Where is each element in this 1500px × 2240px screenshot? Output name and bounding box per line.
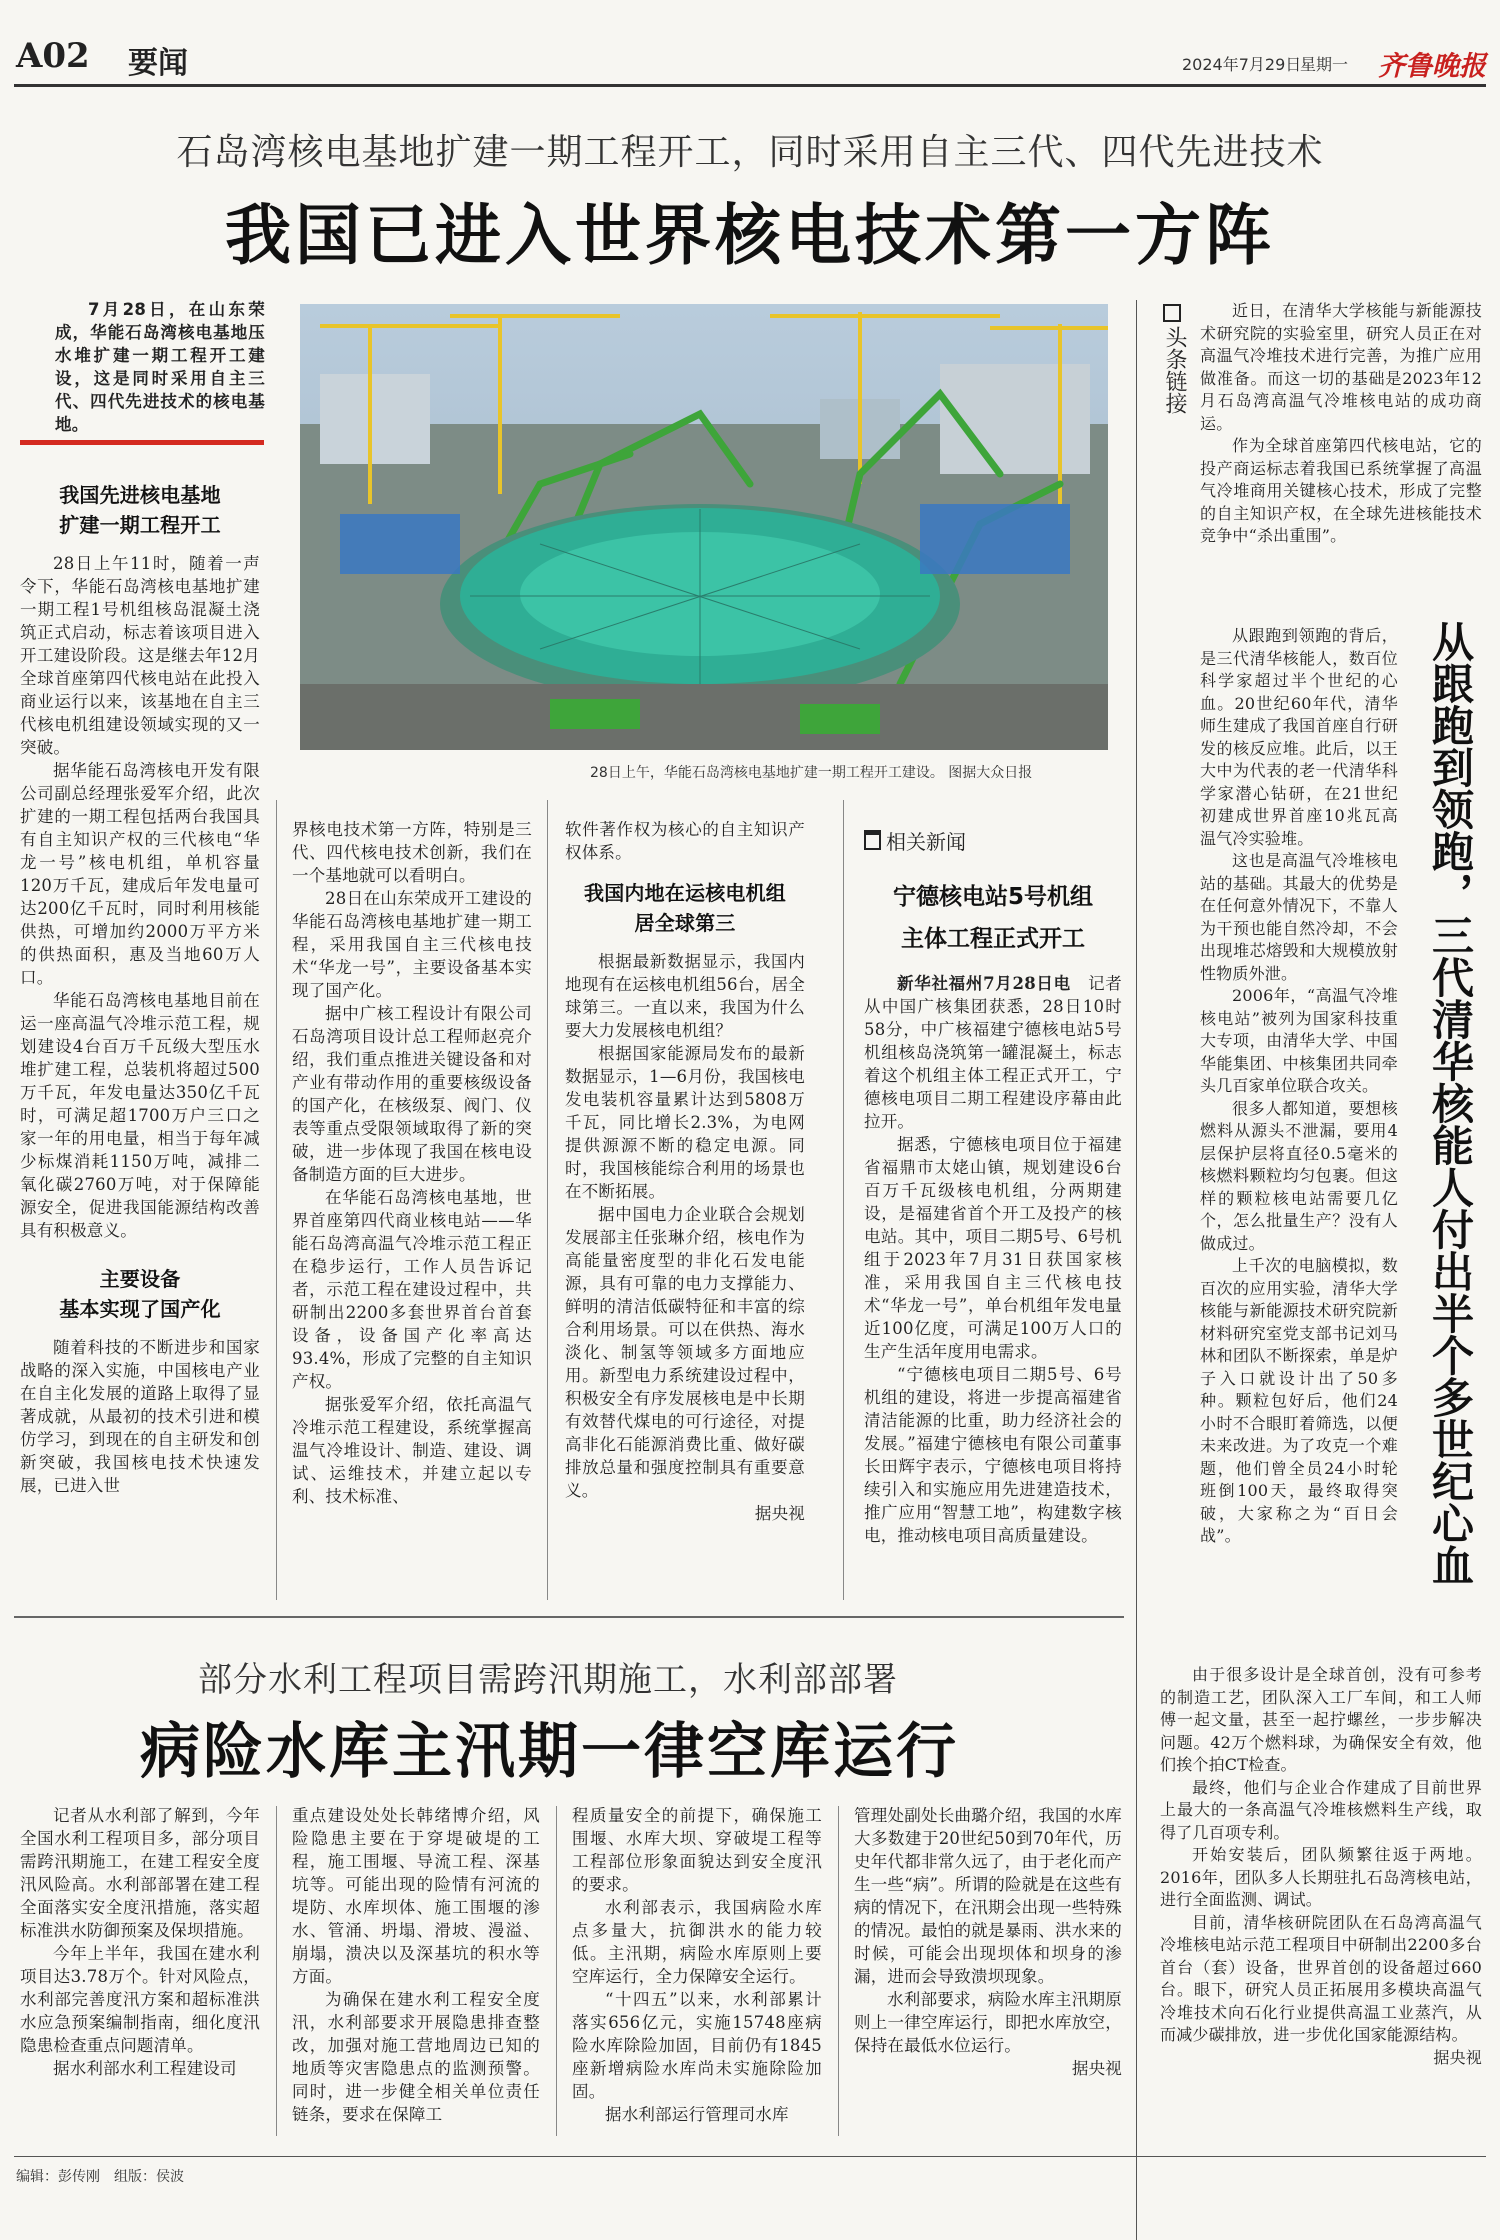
header-rule <box>14 84 1486 87</box>
story1-headline: 我国已进入世界核电技术第一方阵 <box>225 196 1275 274</box>
headline-link-label: 头条链接 <box>1160 304 1184 414</box>
lede-red-rule <box>20 440 264 445</box>
story1-column-1: 我国先进核电基地 扩建一期工程开工 28日上午11时，随着一声令下，华能石岛湾核电基地扩建一期工程1号机组核岛混凝土浇筑正式启动，标志着该项目进入开工建设阶段。这是继去年12月全球首座第四代核电站在此投入商业运行以来，该基地在自主三代核电机组建设领域实现的又一突破。 据华能石岛湾核电开发有限公司副总经理张爱军介绍，此次扩建的一期工程包括两台我国具有自主知识产权的三代核电“华龙一号”核电机组，单机容量120万千瓦，建成后年发电量可达200亿千瓦时，同时利用核能供热，可增加约2000万平方米的供热面积，惠及当地60万人口。 华能石岛湾核电基地目前在运一座高温气冷堆示范工程，规划建设4台百万千瓦级大型压水堆扩建工程，总装机将超过500万千瓦，年发电量达350亿千瓦时，可满足超1700万户三口之家一年的用电量，相当于每年减少标煤消耗1150万吨，减排二氧化碳2760万吨，对于保障能源安全，促进我国能源结构改善具有积极意义。 主要设备 基本实现了国产化 随着科技的不断进步和国家战略的深入实施，中国核电产业在自主化发展的道路上取得了显著成就，从最初的技术引进和模仿学习，到现在的自主研发和创新突破，我国核电技术快速发展，已进入世 <box>20 480 260 1630</box>
story2-column-1: 记者从水利部了解到，今年全国水利工程项目多，部分项目需跨汛期施工，在建工程安全度汛风险高。水利部部署在建工程全面落实安全度汛措施，落实超标准洪水防御预案及保坝措施。 今年上半年，我国在建水利项目达3.78万个。针对风险点，水利部完善度汛方案和超标准洪水应急预案编制指南，细化度汛隐患检查重点问题清单。 据水利部水利工程建设司 <box>20 1806 260 2078</box>
col-divider <box>547 800 548 1600</box>
story1-kicker: 石岛湾核电基地扩建一期工程开工，同时采用自主三代、四代先进技术 <box>176 132 1324 173</box>
col-divider <box>276 800 277 1600</box>
editor-credit: 编辑：彭传刚 <box>16 2169 100 2185</box>
story1-column-3: 软件著作权为核心的自主知识产权体系。 我国内地在运核电机组 居全球第三 根据最新数据显示，我国内地现有在运核电机组56台，居全球第三。一直以来，我国为什么要大力发展核电机组？ 根据国家能源局发布的最新数据显示，1—6月份，我国核电发电装机容量累计达到5808万千瓦，同比增长2.3%，为电网提供源源不断的稳定电源。同时，我国核能综合利用的场景也在不断拓展。 据中国电力企业联合会规划发展部主任张琳介绍，核电作为高能量密度型的非化石发电能源，具有可靠的电力支撑能力、鲜明的清洁低碳特征和丰富的综合利用场景。可以在供热、海水淡化、制氢等领域多方面地应用。新型电力系统建设过程中，积极安全有序发展核电是中长期有效替代煤电的可行途径，对提高非化石能源消费比重、做好碳排放总量和强度控制具有重要意义。 据央视 <box>565 820 805 1523</box>
story2-kicker: 部分水利工程项目需跨汛期施工，水利部部署 <box>198 1660 898 1700</box>
story2-headline: 病险水库主汛期一律空库运行 <box>140 1717 959 1787</box>
col-divider <box>838 1806 839 2136</box>
story1-column-2: 界核电技术第一方阵，特别是三代、四代核电技术创新，我们在一个基地就可以看明白。 28日在山东荣成开工建设的华能石岛湾核电基地扩建一期工程，采用我国自主三代核电技术“华龙一号”，主要设备基本实现了国产化。 据中广核工程设计有限公司石岛湾项目设计总工程师赵亮介绍，我们重点推进关键设备和对产业有带动作用的重要核级设备的国产化，在核级泵、阀门、仪表等重点受限领域取得了新的突破，进一步体现了我国在核电设备制造方面的巨大进步。 在华能石岛湾核电基地，世界首座第四代商业核电站——华能石岛湾高温气冷堆示范工程正在稳步运行，工作人员告诉记者，示范工程在建设过程中，共研制出2200多套世界首台首套设备，设备国产化率高达93.4%，形成了完整的自主知识产权。 据张爱军介绍，依托高温气冷堆示范工程建设，系统掌握高温气冷堆设计、制造、建设、调试、运维技术，并建立起以专利、技术标准、 <box>292 820 532 1506</box>
story2-column-2: 重点建设处处长韩绪博介绍，风险隐患主要在于穿堤破堤的工程，施工围堰、导流工程、深基坑等。可能出现的险情有河流的堤防、水库坝体、施工围堰的渗水、管涌、坍塌、滑坡、漫溢、崩塌，溃决以及深基坑的积水等方面。 为确保在建水利工程安全度汛，水利部要求开展隐患排查整改，加强对施工营地周边已知的地质等灾害隐患点的监测预警。同时，进一步健全相关单位责任链条，要求在保障工 <box>292 1806 540 2124</box>
masthead <box>0 0 1500 80</box>
footer-credits <box>16 2166 184 2186</box>
col-divider <box>556 1806 557 2136</box>
paper-logo: 齐鲁晚报 <box>1378 51 1486 82</box>
related-body: 新华社福州7月28日电 记者从中国广核集团获悉，28日10时58分，中广核福建宁德核电站5号机组核岛浇筑第一罐混凝土，标志着这个机组主体工程正式开工，宁德核电项目二期工程建设序幕由此拉开。 据悉，宁德核电项目位于福建省福鼎市太姥山镇，规划建设6台百万千瓦级核电机组，分两期建设，是福建省首个开工及投产的核电站。其中，项目二期5号、6号机组于2023年7月31日获国家核准，采用我国自主三代核电技术“华龙一号”，单台机组年发电量近100亿度，可满足100万人口的生产生活年度用电需求。 “宁德核电项目二期5号、6号机组的建设，将进一步提高福建省清洁能源的比重，助力经济社会的发展。”福建宁德核电有限公司董事长田辉宇表示，宁德核电项目将持续引入和实施应用先进建造技术，推广应用“智慧工地”，构建数字核电，推动核电项目高质量建设。 <box>864 974 1122 1545</box>
col-divider <box>843 800 844 1600</box>
sidebar-divider <box>1136 300 1137 2240</box>
story1-lede: 7月28日，在山东荣成，华能石岛湾核电基地压水堆扩建一期工程开工建设，这是同时采用自主三代、四代先进技术的核电基地。 <box>55 300 265 434</box>
photo-caption: 28日上午，华能石岛湾核电基地扩建一期工程开工建设。 图据大众日报 <box>590 765 1033 781</box>
related-headline: 宁德核电站5号机组 主体工程正式开工 <box>892 884 1093 952</box>
nuclear-site-illustration <box>300 304 1108 750</box>
sidebar-text-narrow: 从跟跑到领跑的背后，是三代清华核能人，数百位科学家超过半个世纪的心血。20世纪60年代，清华师生建成了我国首座自行研发的核反应堆。此后，以王大中为代表的老一代清华科学家潜心钻研，在21世纪初建成世界首座10兆瓦高温气冷实验堆。 这也是高温气冷堆核电站的基础。其最大的优势是在任何意外情况下，不靠人为干预也能自然冷却，不会出现堆芯熔毁和大规模放射性物质外泄。 2006年，“高温气冷堆核电站”被列为国家科技重大专项，由清华大学、中国华能集团、中核集团共同牵头几百家单位联合攻关。 很多人都知道，要想核燃料从源头不泄漏，要用4层保护层将直径0.5毫米的核燃料颗粒均匀包裹。但这样的颗粒核电站需要几亿个，怎么批量生产？没有人做成过。 上千次的电脑模拟，数百次的应用实验，清华大学核能与新能源技术研究院新材料研究室党支部书记刘马林和团队不断探索，单是炉子入口就设计出了50多种。颗粒包好后，他们24小时不合眼盯着筛选，以便未来改进。为了攻克一个难题，他们曾全员24小时轮班倒100天，最终取得突破，大家称之为“百日会战”。 <box>1200 626 1398 1545</box>
related-box-icon <box>864 830 881 850</box>
issue-weekday: 星期一 <box>1300 55 1349 74</box>
sidebar-headline: 从跟跑到领跑，三代清华核能人付出半个多世纪心血 <box>1426 620 1475 1586</box>
story-separator <box>14 1616 1124 1618</box>
link-box-icon <box>1163 304 1181 322</box>
story2-column-3: 程质量安全的前提下，确保施工围堰、水库大坝、穿破堤工程等工程部位形象面貌达到安全度汛的要求。 水利部表示，我国病险水库点多量大，抗御洪水的能力较低。主汛期，病险水库原则上要空库运行，全力保障安全运行。 “十四五”以来，水利部累计落实656亿元，实施15748座病险水库除险加固，目前仍有1845座新增病险水库尚未实施除险加固。 据水利部运行管理司水库 <box>572 1806 822 2124</box>
footer-rule <box>14 2156 1486 2157</box>
related-news-label: 相关新闻 <box>864 826 966 855</box>
col-divider <box>276 1806 277 2136</box>
construction-photo <box>300 304 1108 750</box>
issue-date: 2024年7月29日 <box>1182 55 1302 74</box>
page-code: A02 <box>16 36 90 76</box>
sidebar-text-bottom: 由于很多设计是全球首创，没有可参考的制造工艺，团队深入工厂车间，和工人师傅一起文量，甚至一起拧螺丝，一步步解决问题。42万个燃料球，为确保安全有效，他们挨个拍CT检查。 最终，他们与企业合作建成了目前世界上最大的一条高温气冷堆核燃料生产线，取得了几百项专利。 开始安装后，团队频繁往返于两地。2016年，团队多人长期驻扎石岛湾核电站，进行全面监测、调试。 目前，清华核研院团队在石岛湾高温气冷堆核电站示范工程项目中研制出2200多台首台（套）设备，世界首创的设备超过660台。眼下，研究人员正拓展用多模块高温气冷堆技术向石化行业提供高温工业蒸汽，从而减少碳排放，进一步优化国家能源结构。 据央视 <box>1160 1665 1482 2067</box>
story2-column-4: 管理处副处长曲璐介绍，我国的水库大多数建于20世纪50到70年代，历史年代都非常久远了，由于老化而产生一些“病”。所谓的险就是在这些有病的情况下，在汛期会出现一些特殊的情况。最怕的就是暴雨、洪水来的时候，可能会出现坝体和坝身的渗漏，进而会导致溃坝现象。 水利部要求，病险水库主汛期原则上一律空库运行，即把水库放空，保持在最低水位运行。 据央视 <box>854 1806 1122 2078</box>
subhead-equipment: 主要设备 基本实现了国产化 <box>59 1267 221 1321</box>
sidebar-text-top: 近日，在清华大学核能与新能源技术研究院的实验室里，研究人员正在对高温气冷堆技术进行完善，为推广应用做准备。而这一切的基础是2023年12月石岛湾高温气冷堆核电站的成功商运。 作为全球首座第四代核电站，它的投产商运标志着我国已系统掌握了高温气冷堆商用关键核心技术，形成了完整的自主知识产权，在全球先进核能技术竞争中“杀出重围”。 <box>1200 301 1482 545</box>
subhead-operating-units: 我国内地在运核电机组 居全球第三 <box>584 881 786 935</box>
layout-credit: 组版：侯波 <box>114 2169 184 2185</box>
subhead-expansion: 我国先进核电基地 扩建一期工程开工 <box>59 483 221 537</box>
section-name: 要闻 <box>128 46 188 81</box>
